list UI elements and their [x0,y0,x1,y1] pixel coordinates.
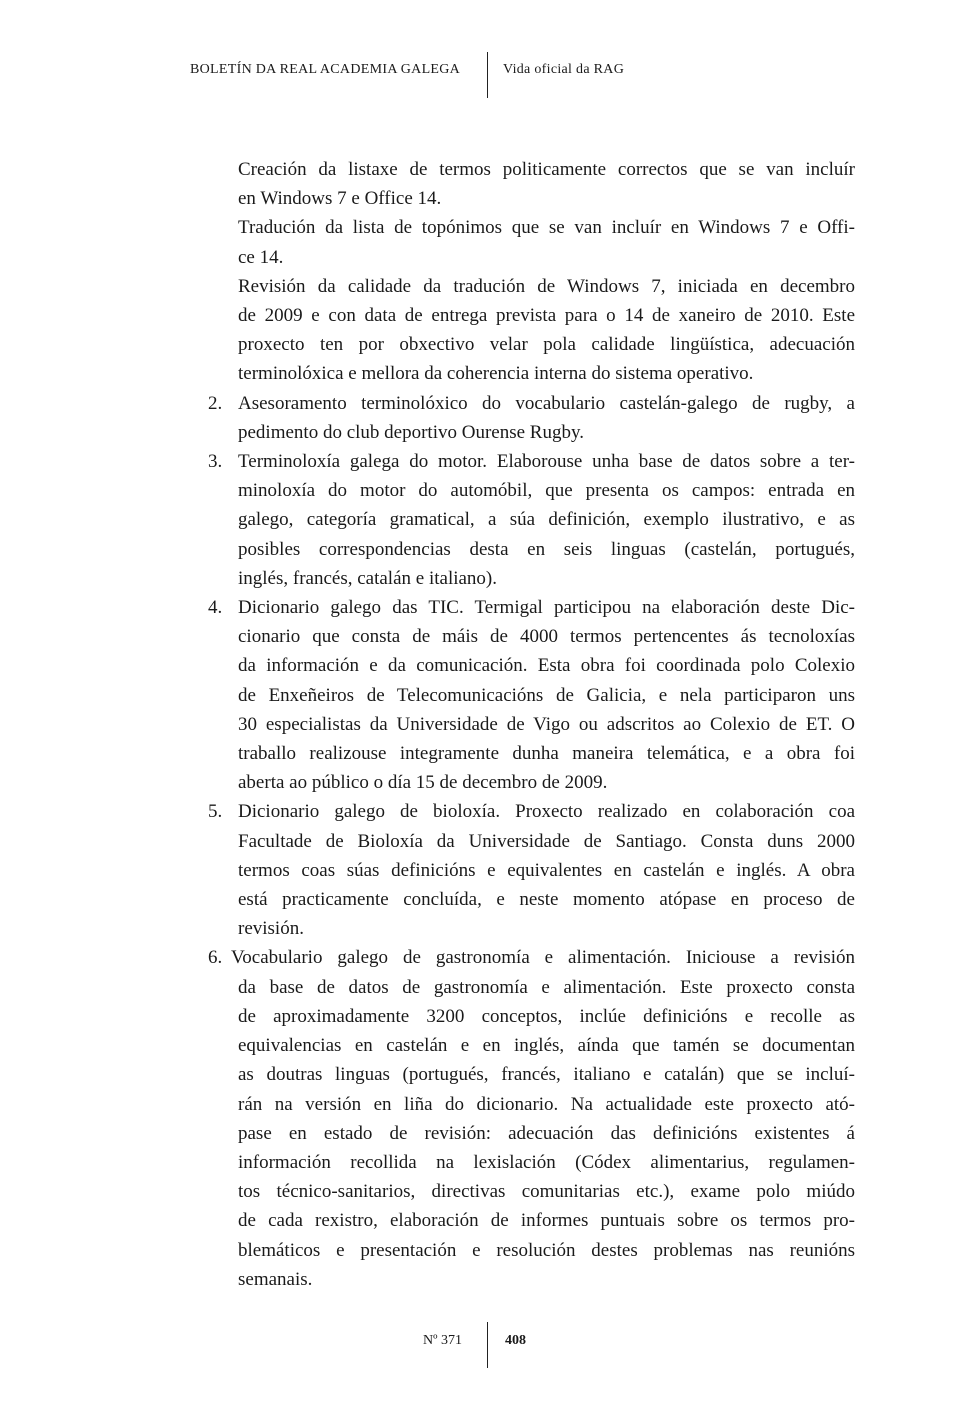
text-line: Dicionario galego de bioloxía. Proxecto realizado en colaboración coa [238,801,855,823]
text-line: información recollida na lexislación (Códex alimentarius, regulamen- [238,1151,855,1173]
header-divider [487,52,488,98]
text-line: inglés, francés, catalán e italiano). [238,567,498,589]
text-line: pedimento do club deportivo Ourense Rugby. [238,421,584,443]
list-number: 3. [208,451,223,473]
text-line: semanais. [238,1268,313,1290]
list-number: 4. [208,597,223,619]
section-title: Vida oficial da RAG [503,62,625,77]
list-item [208,389,855,447]
text-line: Terminoloxía galega do motor. Elaborouse unha base de datos sobre a ter- [238,451,855,473]
list-number: 5. [208,801,223,823]
text-line: galego, categoría gramatical, a súa definición, exemplo ilustrativo, e as [238,509,855,531]
page-number: 408 [505,1333,526,1348]
list-item [208,797,855,943]
text-line: posibles correspondencias desta en seis linguas (castelán, portugués, [238,538,855,560]
text-line: Vocabulario galego de gastronomía e alimentación. Iniciouse a revisión [231,947,855,969]
paragraph [208,213,855,271]
text-line: as doutras linguas (portugués, francés, italiano e catalán) que se incluí- [238,1064,855,1086]
list-number: 6. [208,947,223,969]
text-line: blemáticos e presentación e resolución destes problemas nas reunións [238,1239,855,1261]
text-line: Tradución da lista de topónimos que se van incluír en Windows 7 e Offi- [238,217,855,239]
text-line: rán na versión en liña do dicionario. Na actualidade este proxecto ató- [238,1093,855,1115]
text-line: da base de datos de gastronomía e alimentación. Este proxecto consta [238,976,855,998]
text-line: terminolóxica e mellora da coherencia interna do sistema operativo. [238,363,754,385]
text-line: pase en estado de revisión: adecuación das definicións existentes á [238,1122,855,1144]
footer-divider [487,1322,488,1368]
text-line: de cada rexistro, elaboración de informes puntuais sobre os termos pro- [238,1210,855,1232]
text-line: ce 14. [238,246,284,268]
text-line: tos técnico-sanitarios, directivas comunitarias etc.), exame polo miúdo [238,1181,855,1203]
list-number: 2. [208,392,223,414]
text-line: de Enxeñeiros de Telecomunicacións de Galicia, e nela participaron uns [238,684,855,706]
text-line: cionario que consta de máis de 4000 termos pertencentes ás tecnoloxías [238,626,855,648]
text-line: Asesoramento terminolóxico do vocabulario castelán-galego de rugby, a [238,392,855,414]
text-line: 30 especialistas da Universidade de Vigo ou adscritos ao Colexio de ET. O [238,713,855,735]
text-line: Facultade de Bioloxía da Universidade de Santiago. Consta duns 2000 [238,830,855,852]
text-line: Creación da listaxe de termos politicamente correctos que se van incluír [238,159,855,180]
list-item [208,447,855,593]
text-line: aberta ao público o día 15 de decembro de 2009. [238,772,608,794]
paragraph [208,272,855,389]
text-line: en Windows 7 e Office 14. [238,188,442,210]
journal-title: BOLETÍN DA REAL ACADEMIA GALEGA [190,62,461,77]
list-item [208,593,855,797]
text-line: traballo realizouse integramente dunha maneira telemática, e a obra foi [238,743,855,765]
text-line: de 2009 e con data de entrega prevista para o 14 de xaneiro de 2010. Este [238,305,855,327]
text-line: Dicionario galego das TIC. Termigal participou na elaboración deste Dic- [238,597,855,619]
text-line: termos coas súas definicións e equivalentes en castelán e inglés. A obra [238,859,855,881]
text-line: minoloxía do motor do automóbil, que presenta os campos: entrada en [238,480,855,502]
text-line: da información e da comunicación. Esta obra foi coordinada polo Colexio [238,655,855,677]
text-line: revisión. [238,918,304,940]
text-line: Revisión da calidade da tradución de Windows 7, iniciada en decembro [238,275,855,297]
text-line: está practicamente concluída, e neste momento atópase en proceso de [238,889,855,911]
paragraph [208,155,855,213]
list-item [208,943,855,1293]
text-line: equivalencias en castelán e en inglés, aínda que tamén se documentan [238,1035,855,1057]
text-line: de aproximadamente 3200 conceptos, inclúe definicións e recolle as [238,1005,855,1027]
issue-number: Nº 371 [423,1333,462,1348]
body-text [208,155,855,1294]
text-line: proxecto ten por obxectivo velar pola calidade lingüística, adecuación [238,334,855,356]
